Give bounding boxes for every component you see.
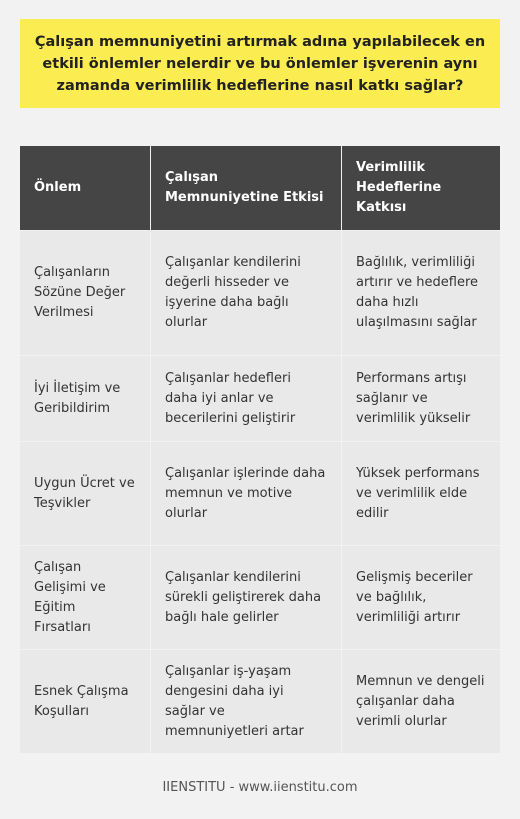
cell-effect: Çalışanlar hedefleri daha iyi anlar ve becerilerini geliştirir bbox=[150, 355, 341, 441]
table-row bbox=[20, 649, 500, 753]
cell-contribution: Bağlılık, verimliliği artırır ve hedeflere daha hızlı ulaşılmasını sağlar bbox=[341, 230, 500, 355]
cell-measure: Çalışan Gelişimi ve Eğitim Fırsatları bbox=[20, 545, 150, 649]
cell-measure: Çalışanların Sözüne Değer Verilmesi bbox=[20, 230, 150, 355]
header-satisfaction-effect: Çalışan Memnuniyetine Etkisi bbox=[150, 146, 341, 230]
cell-contribution: Yüksek performans ve verimlilik elde edilir bbox=[341, 441, 500, 545]
footer-credit: IIENSTITU - www.iienstitu.com bbox=[162, 780, 358, 795]
title-banner bbox=[20, 19, 500, 108]
cell-effect: Çalışanlar kendilerini sürekli geliştirerek daha bağlı hale gelirler bbox=[150, 545, 341, 649]
table-header-row bbox=[20, 146, 500, 230]
cell-contribution: Performans artışı sağlanır ve verimlilik yükselir bbox=[341, 355, 500, 441]
cell-measure: Uygun Ücret ve Teşvikler bbox=[20, 441, 150, 545]
page-title: Çalışan memnuniyetini artırmak adına yapılabilecek en etkili önlemler nelerdir ve bu önlemler işverenin aynı zamanda verimlilik hedeflerine nasıl katkı sağlar? bbox=[34, 33, 486, 94]
cell-effect: Çalışanlar iş-yaşam dengesini daha iyi sağlar ve memnuniyetleri artar bbox=[150, 649, 341, 753]
table-row bbox=[20, 230, 500, 355]
cell-effect: Çalışanlar işlerinde daha memnun ve motive olurlar bbox=[150, 441, 341, 545]
cell-contribution: Gelişmiş beceriler ve bağlılık, verimliliği artırır bbox=[341, 545, 500, 649]
cell-effect: Çalışanlar kendilerini değerli hisseder ve işyerine daha bağlı olurlar bbox=[150, 230, 341, 355]
measures-table bbox=[20, 146, 500, 753]
table-row bbox=[20, 441, 500, 545]
cell-measure: Esnek Çalışma Koşulları bbox=[20, 649, 150, 753]
cell-contribution: Memnun ve dengeli çalışanlar daha verimli olurlar bbox=[341, 649, 500, 753]
table-row bbox=[20, 355, 500, 441]
header-productivity-contribution: Verimlilik Hedeflerine Katkısı bbox=[341, 146, 500, 230]
table-row bbox=[20, 545, 500, 649]
header-measure: Önlem bbox=[20, 146, 150, 230]
cell-measure: İyi İletişim ve Geribildirim bbox=[20, 355, 150, 441]
